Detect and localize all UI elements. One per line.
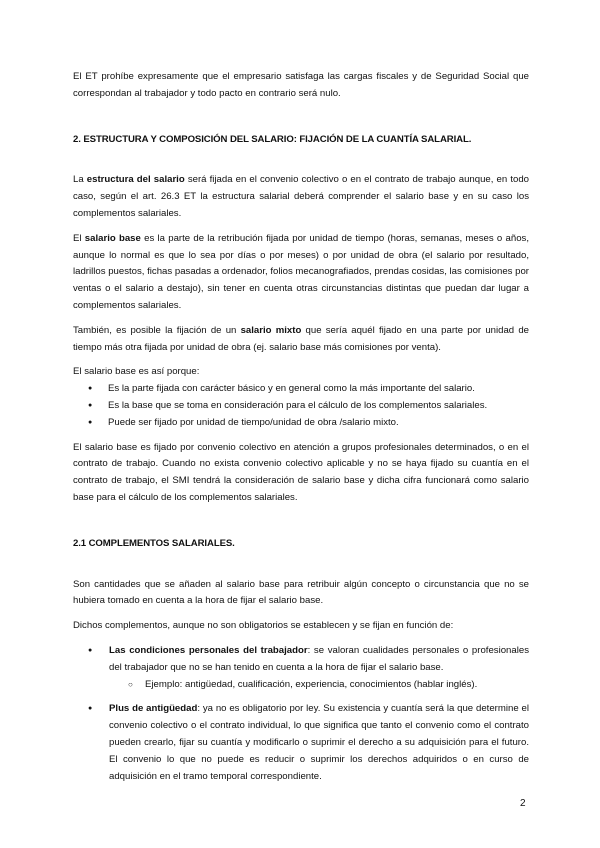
bold-term: Las condiciones personales del trabajador bbox=[109, 644, 308, 656]
section-2-1-heading: 2.1 COMPLEMENTOS SALARIALES. bbox=[73, 537, 235, 549]
bold-term: Plus de antigüedad bbox=[109, 703, 198, 715]
estructura-paragraph: La estructura del salario será fijada en el convenio colectivo o en el contrato de trabajo aunque, en todo caso, según el art. 26.3 ET la estructura salarial deberá comprender el salario base y en su caso los complementos salariales. bbox=[73, 174, 529, 219]
salario-mixto-paragraph: También, es posible la fijación de un salario mixto que sería aquél fijado en una parte por unidad de tiempo más otra fijada por unidad de obra (ej. salario base más comisiones por venta). bbox=[73, 324, 530, 353]
intro-paragraph: El ET prohíbe expresamente que el empresario satisfaga las cargas fiscales y de Seguridad Social que correspondan al trabajador y todo pacto en contrario será nulo. bbox=[73, 71, 529, 99]
salario-base-intro: El salario base es así porque: bbox=[73, 366, 200, 378]
complementos-intro-paragraph: Dichos complementos, aunque no son obligatorios se establecen y se fijan en función de: bbox=[73, 620, 454, 632]
bold-term: estructura del salario bbox=[86, 174, 185, 186]
complementos-list-continued bbox=[73, 701, 529, 785]
section-2-heading: 2. ESTRUCTURA Y COMPOSICIÓN DEL SALARIO: FIJACIÓN DE LA CUANTÍA SALARIAL. bbox=[73, 133, 472, 145]
complementos-list bbox=[73, 643, 529, 693]
list-item: ● Es la parte fijada con carácter básico y en general como la más importante del salario. bbox=[73, 381, 529, 398]
list-item: ● Puede ser fijado por unidad de tiempo/unidad de obra /salario mixto. bbox=[73, 415, 529, 432]
salario-base-bullet-list bbox=[73, 381, 529, 431]
salario-base-paragraph: El salario base es la parte de la retribución fijada por unidad de tiempo (horas, semanas, meses o años, aunque lo normal es que lo sea por días o por meses) o por unidad de obra (el salario por resultado, ladrillos puestos, fichas pasadas a ordenador, folios mecanografiados, prendas cosidas, las comisiones por ventas o el salario a destajo), sin tener en cuenta otras circunstancias distintas que puedan dar lugar a complementos salariales. bbox=[73, 232, 529, 311]
list-item: ● Plus de antigüedad: ya no es obligatorio por ley. Su existencia y cuantía será la que determine el convenio colectivo o el contrato individual, lo que significa que tanto el convenio como el contrato pueden crearlo, fijar su cuantía y modificarlo o suprimir el derecho a su adquisición para el futuro. El convenio lo que no puede es reducir o suprimir los derechos adquiridos o en curso de adquisición en el tramo temporal correspondiente. bbox=[73, 701, 529, 785]
bold-term: salario base bbox=[84, 232, 141, 244]
salario-base-fijacion-paragraph: El salario base es fijado por convenio colectivo en atención a grupos profesionales determinados, o en el contrato de trabajo. Cuando no exista convenio colectivo aplicable y no se haya fijado su cuantía en el contrato de trabajo, el SMI tendrá la consideración de salario base y dicha cifra funcionará como salario base para el cálculo de los complementos salariales. bbox=[73, 441, 529, 503]
document-page bbox=[73, 69, 529, 785]
sub-list-item: ○ Ejemplo: antigüedad, cualificación, experiencia, conocimientos (hablar inglés). bbox=[73, 677, 529, 694]
page-number: 2 bbox=[520, 798, 526, 809]
list-item: ● Las condiciones personales del trabajador: se valoran cualidades personales o profesionales del trabajador que no se han tenido en cuenta a la hora de fijar el salario base. bbox=[73, 643, 529, 677]
list-item: ● Es la base que se toma en consideración para el cálculo de los complementos salariales. bbox=[73, 398, 529, 415]
complementos-definition-paragraph: Son cantidades que se añaden al salario base para retribuir algún concepto o circunstancia que no se hubiera tomado en cuenta a la hora de fijar el salario base. bbox=[73, 578, 529, 607]
bold-term: salario mixto bbox=[240, 324, 302, 336]
